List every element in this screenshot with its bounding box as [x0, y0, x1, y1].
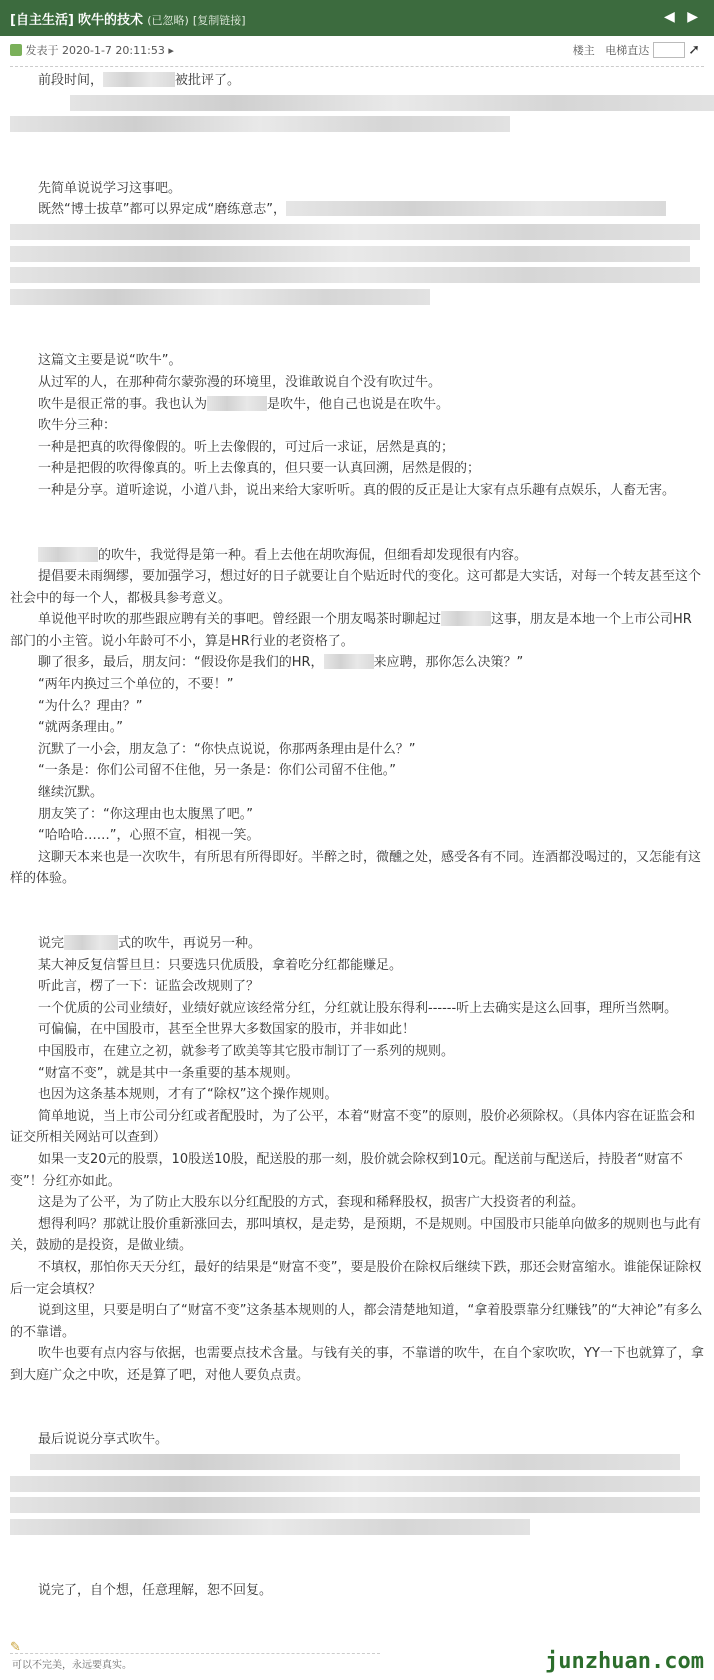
- paragraph: 一种是分享。道听途说，小道八卦，说出来给大家听听。真的假的反正是让大家有点乐趣有点娱乐，人畜无害。: [38, 482, 676, 498]
- paragraph: 不填权，那怕你天天分红，最好的结果是“财富不变”，要是股价在除权后继续下跌，那还会财富缩水。谁能保证除权后一定会填权？: [10, 1259, 702, 1297]
- paragraph: 可偏偏，在中国股市，甚至全世界大多数国家的股市，并非如此！: [38, 1022, 416, 1038]
- paragraph: 单说他平时吹的那些跟应聘有关的事吧。曾经跟一个朋友喝茶时聊起过 这事，朋友是本地一个上市公司HR部门的小主管。说小年龄可不小，算是HR行业的老资格了。: [10, 612, 692, 649]
- paragraph: 中国股市，在建立之初，就参考了欧美等其它股市制订了一系列的规则。: [38, 1043, 455, 1059]
- signature-divider: [10, 1653, 380, 1654]
- online-status-icon: [10, 44, 22, 56]
- paragraph: 一个优质的公司业绩好，业绩好就应该经常分红，分红就让股东得利------听上去确实是这么回事，理所当然啊。: [38, 1000, 678, 1016]
- redacted-text: [103, 72, 175, 87]
- paragraph: “一条是：你们公司留不住他，另一条是：你们公司留不住他。”: [38, 763, 396, 779]
- paragraph: 也因为这条基本规则，才有了“除权”这个操作规则。: [38, 1087, 338, 1103]
- paragraph: 先简单说说学习这事吧。: [38, 180, 182, 196]
- paragraph: 既然“博士拔草”都可以界定成“磨练意志”，: [10, 199, 704, 221]
- paragraph: “财富不变”，就是其中一条重要的基本规则。: [38, 1065, 299, 1081]
- paragraph: 听此言，楞了一下：证监会改规则了？: [38, 979, 260, 995]
- redacted-line: [10, 286, 704, 308]
- redacted-line: [10, 264, 704, 286]
- paragraph: 简单地说，当上市公司分红或者配股时，为了公平，本着“财富不变”的原则，股价必须除权。（具体内容在证监会和证交所相关网站可以查到）: [10, 1108, 695, 1146]
- paragraph: 朋友笑了：“你这理由也太腹黑了吧。”: [38, 806, 253, 822]
- paragraph: 沉默了一小会，朋友急了：“你快点说说，你那两条理由是什么？”: [38, 741, 416, 757]
- paragraph: 聊了很多，最后，朋友问：“假设你是我们的HR， 来应聘，那你怎么决策？”: [38, 655, 524, 671]
- paragraph: 吹牛也要有点内容与依据，也需要点技术含量。与钱有关的事，不靠谱的吹牛，在自个家吹吹，YY一下也就算了，拿到大庭广众之中吹，还是算了吧，对他人要负点责。: [10, 1346, 704, 1383]
- paragraph: 如果一支20元的股票，10股送10股，配送股的那一刻，股价就会除权到10元。配送前与配送后，持股者“财富不变”！分红亦如此。: [10, 1151, 683, 1189]
- paragraph: 一种是把假的吹得像真的。听上去像真的，但只要一认真回溯，居然是假的；: [38, 461, 481, 477]
- paragraph: 说完了，自个想，任意理解，恕不回复。: [38, 1583, 273, 1599]
- copy-link-button[interactable]: [复制链接]: [192, 14, 246, 27]
- category-label[interactable]: [自主生活]: [10, 13, 74, 28]
- paragraph: “就两条理由。”: [38, 720, 123, 736]
- paragraph: 一种是把真的吹得像假的。听上去像假的，可过后一求证，居然是真的；: [38, 439, 455, 455]
- prev-next-arrows[interactable]: ◀ ▶: [664, 9, 702, 25]
- redacted-line: [10, 243, 704, 265]
- post-time: 发表于 2020-1-7 20:11:53: [25, 44, 165, 57]
- redacted-line: [10, 1473, 704, 1495]
- redacted-line: [10, 1451, 704, 1473]
- paragraph: 想得利吗？那就让股价重新涨回去，那叫填权，是走势，是预期，不是规则。中国股市只能单向做多的规则也与此有关，鼓励的是投资，是做业绩。: [10, 1216, 702, 1254]
- post-menu-arrow-icon[interactable]: ▸: [168, 44, 174, 57]
- paragraph: 某大神反复信誓旦旦：只要选只优质股，拿着吃分红都能赚足。: [38, 957, 403, 973]
- paragraph: 提倡要未雨绸缪，要加强学习，想过好的日子就要让自个贴近时代的变化。这可都是大实话，对每一个转友甚至这个社会中的每一个人，都极具参考意义。: [10, 569, 702, 606]
- op-only-link[interactable]: 楼主: [572, 44, 595, 57]
- paragraph: “两年内换过三个单位的，不要！”: [38, 677, 234, 693]
- redacted-line: [10, 92, 704, 114]
- paragraph: 最后说说分享式吹牛。: [38, 1432, 169, 1448]
- ignored-status: (已忽略): [147, 14, 189, 27]
- redacted-line: [10, 113, 704, 135]
- paragraph: “为什么？理由？”: [38, 698, 143, 714]
- paragraph: 从过军的人，在那种荷尔蒙弥漫的环境里，没谁敢说自个没有吹过牛。: [38, 374, 442, 390]
- paragraph: 吹牛分三种：: [38, 418, 117, 434]
- paragraph: 的吹牛，我觉得是第一种。看上去他在胡吹海侃，但细看却发现很有内容。: [10, 545, 704, 567]
- redacted-line: [10, 1516, 704, 1538]
- divider: [10, 66, 704, 67]
- paragraph: 这聊天本来也是一次吹牛，有所思有所得即好。半醉之时，微醺之处，感受各有不同。连酒都没喝过的，又怎能有这样的体验。: [10, 849, 702, 887]
- post-content: [10, 70, 704, 1602]
- redacted-line: [10, 1494, 704, 1516]
- paragraph: 继续沉默。: [38, 785, 104, 801]
- signature: 可以不完美，永远要真实。: [12, 1660, 132, 1671]
- paragraph: 说完 式的吹牛，再说另一种。: [38, 936, 262, 951]
- paragraph: 前段时间， 被批评了。: [38, 73, 241, 88]
- paragraph: 说到这里，只要是明白了“财富不变”这条基本规则的人，都会清楚地知道，“拿着股票靠分红赚钱”的“大神论”有多么的不靠谱。: [10, 1303, 703, 1340]
- paragraph: 吹牛是很正常的事。我也认为 是吹牛，他自己也说是在吹牛。: [38, 396, 450, 412]
- site-watermark: junzhuan.com: [545, 1649, 704, 1674]
- paragraph: 这是为了公平，为了防止大股东以分红配股的方式，套现和稀释股权，损害广大投资者的利益。: [38, 1195, 585, 1211]
- thread-title-bar: [0, 0, 714, 36]
- post-info-bar: [10, 42, 704, 68]
- pen-icon: ✎: [10, 1640, 21, 1655]
- floor-jump-input[interactable]: [653, 42, 685, 58]
- jump-go-icon[interactable]: ➚: [688, 42, 700, 58]
- thread-title: 吹牛的技术: [78, 13, 144, 28]
- paragraph: “哈哈哈……”，心照不宣，相视一笑。: [38, 828, 260, 844]
- elevator-label: 电梯直达: [605, 44, 650, 57]
- redacted-line: [10, 221, 704, 243]
- paragraph: 这篇文主要是说“吹牛”。: [38, 353, 182, 369]
